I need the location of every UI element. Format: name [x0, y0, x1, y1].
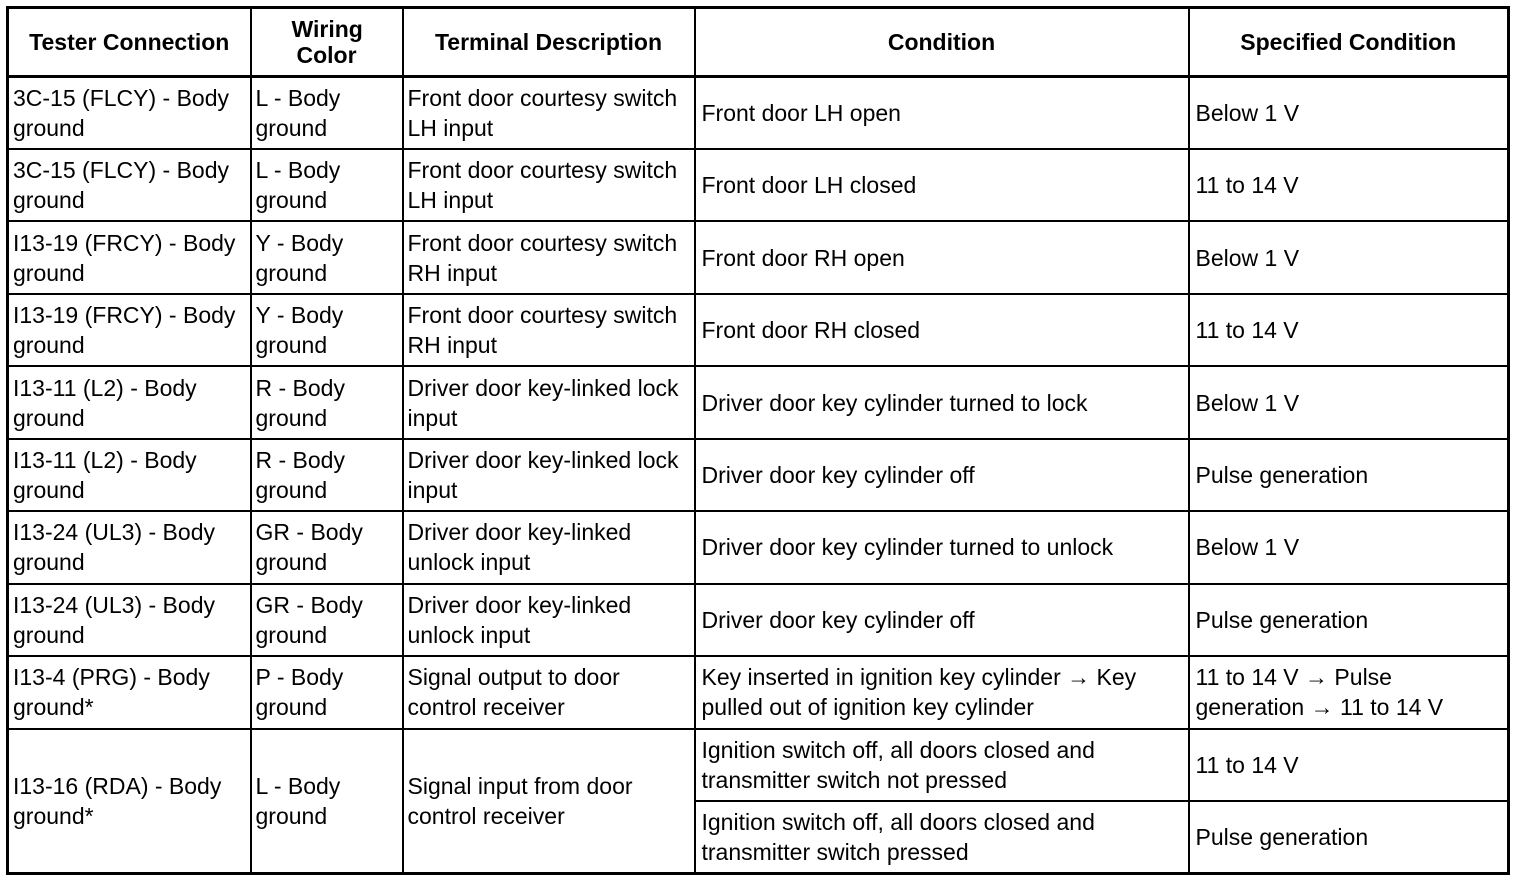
- wiring-color-cell: P - Body ground: [251, 656, 403, 728]
- condition-cell: Driver door key cylinder off: [695, 439, 1189, 511]
- wiring-color-cell: L - Body ground: [251, 149, 403, 221]
- header-specified-condition: Specified Condition: [1189, 8, 1509, 77]
- condition-cell: Front door LH open: [695, 77, 1189, 149]
- tester-connection-table: [6, 6, 1510, 875]
- header-terminal-description: Terminal Description: [403, 8, 695, 77]
- tester-connection-cell: I13-24 (UL3) - Body ground: [8, 584, 251, 656]
- terminal-description-cell: Front door courtesy switch LH input: [403, 149, 695, 221]
- terminal-description-cell: Signal output to door control receiver: [403, 656, 695, 728]
- specified-condition-cell: 11 to 14 V: [1189, 729, 1509, 801]
- wiring-color-cell: Y - Body ground: [251, 221, 403, 293]
- tester-connection-cell: I13-19 (FRCY) - Body ground: [8, 294, 251, 366]
- terminal-description-cell: Front door courtesy switch RH input: [403, 294, 695, 366]
- wiring-color-cell: Y - Body ground: [251, 294, 403, 366]
- tester-connection-cell: I13-24 (UL3) - Body ground: [8, 511, 251, 583]
- tester-connection-cell: I13-11 (L2) - Body ground: [8, 439, 251, 511]
- table-row: [8, 221, 1509, 293]
- terminal-description-cell: Driver door key-linked unlock input: [403, 584, 695, 656]
- tester-connection-cell: 3C-15 (FLCY) - Body ground: [8, 149, 251, 221]
- wiring-color-cell: R - Body ground: [251, 366, 403, 438]
- specified-condition-cell: Pulse generation: [1189, 801, 1509, 873]
- table-row: [8, 729, 1509, 801]
- tester-connection-cell: I13-16 (RDA) - Body ground*: [8, 729, 251, 874]
- specified-condition-cell: 11 to 14 V: [1189, 294, 1509, 366]
- tester-connection-cell: I13-11 (L2) - Body ground: [8, 366, 251, 438]
- specified-condition-cell: Pulse generation: [1189, 439, 1509, 511]
- table-row: [8, 77, 1509, 149]
- table-row: [8, 366, 1509, 438]
- specified-condition-cell: Below 1 V: [1189, 221, 1509, 293]
- table-row: [8, 511, 1509, 583]
- table-row: [8, 656, 1509, 728]
- wiring-color-cell: L - Body ground: [251, 77, 403, 149]
- terminal-description-cell: Driver door key-linked lock input: [403, 366, 695, 438]
- terminal-description-cell: Signal input from door control receiver: [403, 729, 695, 874]
- condition-cell: Key inserted in ignition key cylinder → Key pulled out of ignition key cylinder: [695, 656, 1189, 728]
- wiring-color-cell: R - Body ground: [251, 439, 403, 511]
- specified-condition-cell: Below 1 V: [1189, 77, 1509, 149]
- tester-connection-cell: I13-19 (FRCY) - Body ground: [8, 221, 251, 293]
- wiring-color-cell: GR - Body ground: [251, 584, 403, 656]
- table-row: [8, 439, 1509, 511]
- terminal-description-cell: Driver door key-linked unlock input: [403, 511, 695, 583]
- table-row: [8, 294, 1509, 366]
- header-condition: Condition: [695, 8, 1189, 77]
- specified-condition-cell: 11 to 14 V: [1189, 149, 1509, 221]
- condition-cell: Ignition switch off, all doors closed and transmitter switch pressed: [695, 801, 1189, 873]
- tester-connection-cell: 3C-15 (FLCY) - Body ground: [8, 77, 251, 149]
- wiring-color-cell: L - Body ground: [251, 729, 403, 874]
- specified-condition-cell: Below 1 V: [1189, 511, 1509, 583]
- header-tester-connection: Tester Connection: [8, 8, 251, 77]
- header-row: [8, 8, 1509, 77]
- table-row: [8, 149, 1509, 221]
- terminal-description-cell: Driver door key-linked lock input: [403, 439, 695, 511]
- condition-cell: Front door LH closed: [695, 149, 1189, 221]
- wiring-color-cell: GR - Body ground: [251, 511, 403, 583]
- tester-connection-cell: I13-4 (PRG) - Body ground*: [8, 656, 251, 728]
- condition-cell: Driver door key cylinder turned to lock: [695, 366, 1189, 438]
- terminal-description-cell: Front door courtesy switch RH input: [403, 221, 695, 293]
- terminal-description-cell: Front door courtesy switch LH input: [403, 77, 695, 149]
- table-row: [8, 584, 1509, 656]
- specified-condition-cell: Pulse generation: [1189, 584, 1509, 656]
- condition-cell: Driver door key cylinder turned to unlock: [695, 511, 1189, 583]
- specified-condition-cell: 11 to 14 V → Pulse generation → 11 to 14 V: [1189, 656, 1509, 728]
- condition-cell: Front door RH closed: [695, 294, 1189, 366]
- header-wiring-color: Wiring Color: [251, 8, 403, 77]
- condition-cell: Ignition switch off, all doors closed and transmitter switch not pressed: [695, 729, 1189, 801]
- specified-condition-cell: Below 1 V: [1189, 366, 1509, 438]
- condition-cell: Front door RH open: [695, 221, 1189, 293]
- condition-cell: Driver door key cylinder off: [695, 584, 1189, 656]
